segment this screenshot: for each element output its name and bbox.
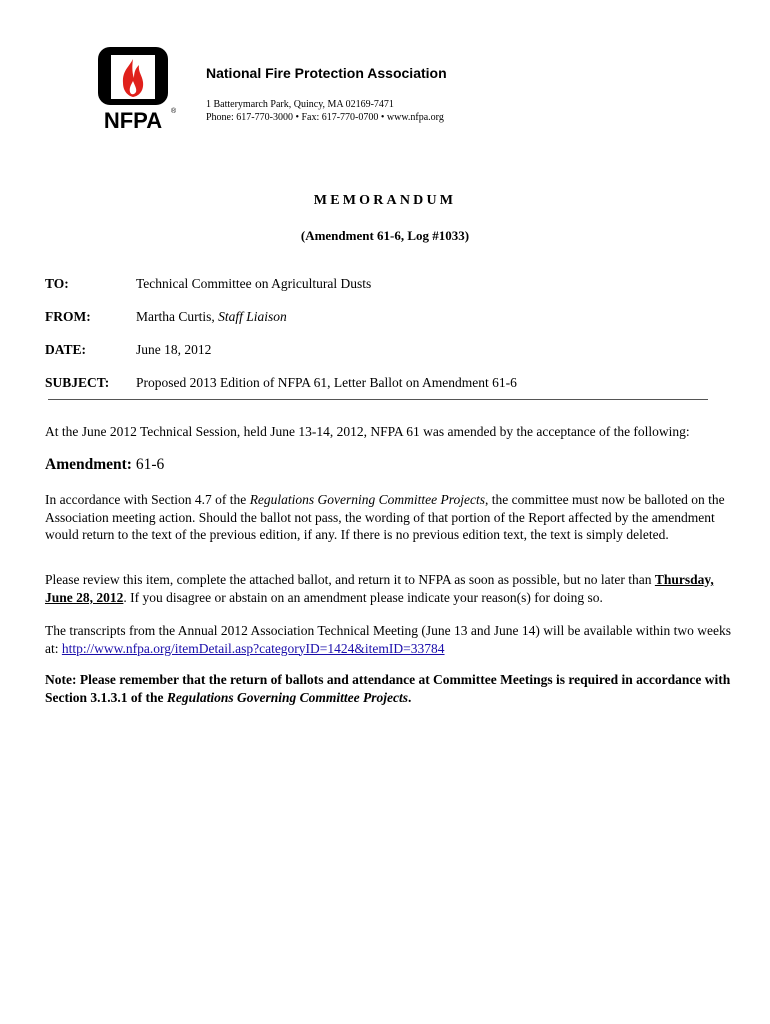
p2-text-b: . If you disagree or abstain on an amendment please indicate your reason(s) for doing so. xyxy=(123,589,603,605)
organization-name: National Fire Protection Association xyxy=(206,65,447,81)
note-paragraph xyxy=(45,671,735,706)
amendment-value: 61-6 xyxy=(135,456,165,473)
from-value xyxy=(136,309,287,325)
intro-paragraph: At the June 2012 Technical Session, held June 13-14, 2012, NFPA 61 was amended by the acceptance of the following: xyxy=(45,424,690,439)
amendment-label: Amendment: xyxy=(45,456,132,473)
p3-text-a: The transcripts from the Annual 2012 Association Technical Meeting (June 13 and June 14) will be available within two weeks at: xyxy=(45,623,732,656)
note-regulations-title: Regulations Governing Committee Projects xyxy=(166,689,409,705)
to-value: Technical Committee on Agricultural Dusts xyxy=(136,276,372,291)
p1-regulations-title: Regulations Governing Committee Projects xyxy=(249,492,486,507)
date-field xyxy=(45,342,212,358)
section-paragraph xyxy=(45,491,735,544)
amendment-heading xyxy=(45,456,164,474)
from-name: Martha Curtis, xyxy=(136,309,219,324)
transcripts-link[interactable]: http://www.nfpa.org/itemDetail.asp?categoryID=1424&itemID=33784 xyxy=(61,640,445,656)
divider xyxy=(48,399,708,401)
logo-wordmark: NFPA xyxy=(103,108,163,131)
address-line: 1 Batterymarch Park, Quincy, MA 02169-7471 xyxy=(206,99,394,110)
deadline-date: Thursday, June 28, 2012 xyxy=(45,572,714,605)
subject-label: SUBJECT: xyxy=(45,375,110,390)
p1-text-a: In accordance with Section 4.7 of the xyxy=(45,492,250,507)
memo-title: MEMORANDUM xyxy=(313,193,457,208)
date-value: June 18, 2012 xyxy=(136,342,212,357)
from-title: Staff Liaison xyxy=(218,309,287,324)
from-label: FROM: xyxy=(45,309,91,324)
memo-subtitle: (Amendment 61-6, Log #1033) xyxy=(300,228,470,243)
to-field xyxy=(45,276,372,292)
subject-value: Proposed 2013 Edition of NFPA 61, Letter Ballot on Amendment 61-6 xyxy=(136,375,517,390)
p1-text-b: , the committee must now be balloted on the Association meeting action. Should the ballot not pass, the wording of that portion of the Report affected by the amendment would return to the text of the previous edition, if any. If there is no previous edition text, the text is simply deleted. xyxy=(45,492,725,542)
contact-line: Phone: 617-770-3000 • Fax: 617-770-0700 • www.nfpa.org xyxy=(206,112,444,123)
to-label: TO: xyxy=(45,276,69,291)
note-text-b: . xyxy=(408,689,412,705)
note-text-a: Note: Please remember that the return of ballots and attendance at Committee Meetings is required in accordance with Section 3.1.3.1 of the xyxy=(45,672,731,705)
from-field xyxy=(45,309,287,325)
transcripts-paragraph xyxy=(45,622,735,657)
svg-text:®: ® xyxy=(171,108,176,115)
p2-text-a: Please review this item, complete the attached ballot, and return it to NFPA as soon as possible, but no later than xyxy=(45,572,655,587)
date-label: DATE: xyxy=(45,342,87,357)
nfpa-logo xyxy=(96,45,176,131)
nfpa-logo-graphic xyxy=(96,45,176,131)
subject-field xyxy=(45,375,517,391)
organization-address xyxy=(206,98,444,124)
review-paragraph xyxy=(45,571,735,606)
